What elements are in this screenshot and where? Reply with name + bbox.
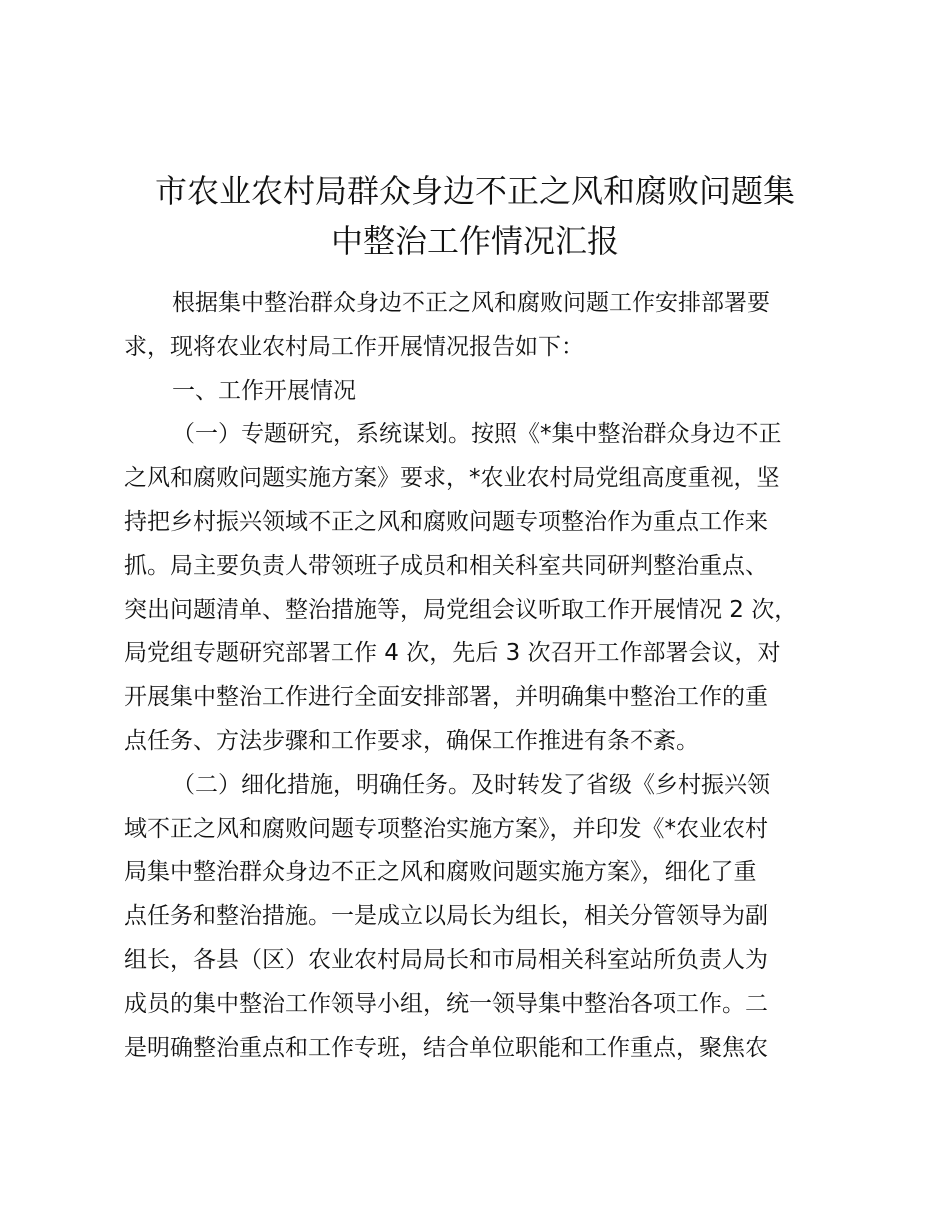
paragraph-line: （一）专题研究，系统谋划。按照《*集中整治群众身边不正 [172,421,782,448]
document-title [120,166,830,266]
paragraph-line: 突出问题清单、整治措施等，局党组会议听取工作开展情况 2 次， [124,596,798,623]
document-body [124,282,829,1070]
paragraph-line: 开展集中整治工作进行全面安排部署，并明确集中整治工作的重 [124,684,768,711]
paragraph-line: 局党组专题研究部署工作 4 次，先后 3 次召开工作部署会议，对 [124,640,781,667]
paragraph-line: 成员的集中整治工作领导小组，统一领导集中整治各项工作。二 [124,990,768,1017]
paragraph-line: （二）细化措施，明确任务。及时转发了省级《乡村振兴领 [172,771,770,798]
paragraph-line: 局集中整治群众身边不正之风和腐败问题实施方案》，细化了重 [124,859,757,886]
title-line-1: 市农业农村局群众身边不正之风和腐败问题集 [154,172,795,210]
paragraph-line: 根据集中整治群众身边不正之风和腐败问题工作安排部署要 [172,290,770,316]
paragraph-line: 持把乡村振兴领域不正之风和腐败问题专项整治作为重点工作来 [124,508,768,535]
paragraph-line: 域不正之风和腐败问题专项整治实施方案》，并印发《*农业农村 [124,815,768,842]
paragraph-line: 求，现将农业农村局工作开展情况报告如下： [124,333,584,360]
paragraph-line: 之风和腐败问题实施方案》要求，*农业农村局党组高度重视，坚 [124,465,780,492]
paragraph-line: 点任务、方法步骤和工作要求，确保工作推进有条不紊。 [124,727,699,754]
paragraph-line: 组长，各县（区）农业农村局局长和市局相关科室站所负责人为 [124,946,768,973]
paragraph-line: 抓。局主要负责人带领班子成员和相关科室共同研判整治重点、 [124,552,768,579]
title-line-2: 中整治工作情况汇报 [330,222,619,260]
paragraph-line: 是明确整治重点和工作专班，结合单位职能和工作重点，聚焦农 [124,1034,768,1061]
section-heading: 一、工作开展情况 [172,377,356,404]
paragraph-line: 点任务和整治措施。一是成立以局长为组长，相关分管领导为副 [124,903,768,930]
